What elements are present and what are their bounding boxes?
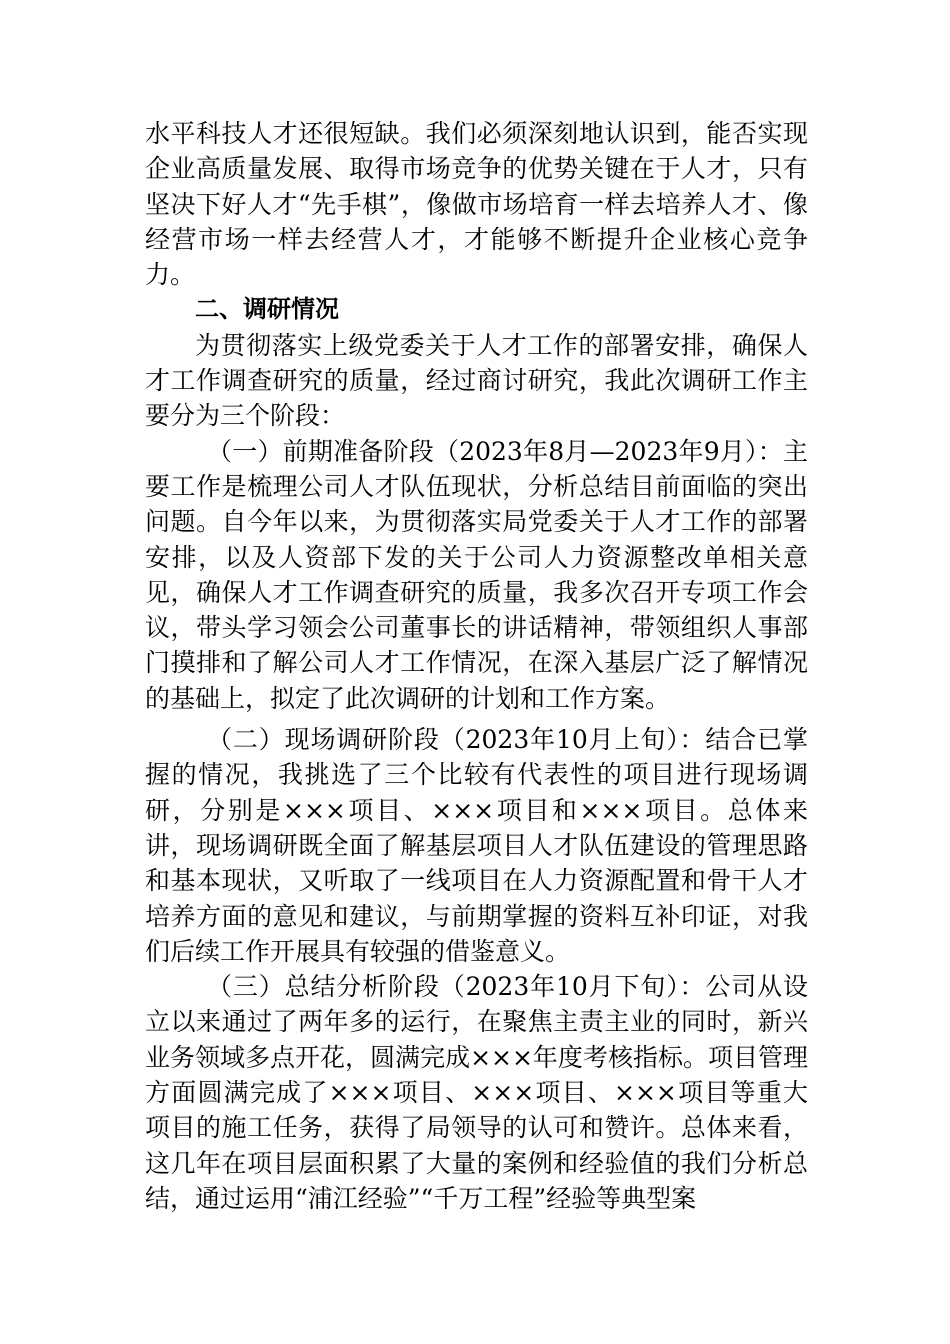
paragraph-stage-preparation: （一）前期准备阶段（2023年8月—2023年9月）：主要工作是梳理公司人才队伍现状，分析总结目前面临的突出问题。自今年以来，为贯彻落实局党委关于人才工作的部署安排，以及人资部下发的关于公司人力资源整改单相关意见，确保人才工作调查研究的质量，我多次召开专项工作会议，带头学习领会公司董事长的讲话精神，带领组织人事部门摸排和了解公司人才工作情况，在深入基层广泛了解情况的基础上，拟定了此次调研的计划和工作方案。 <box>145 436 808 713</box>
document-body <box>145 116 808 1216</box>
paragraph-stage-field-research: （二）现场调研阶段（2023年10月上旬）：结合已掌握的情况，我挑选了三个比较有代表性的项目进行现场调研，分别是×××项目、×××项目和×××项目。总体来讲，现场调研既全面了解基层项目人才队伍建设的管理思路和基本现状，又听取了一线项目在人力资源配置和骨干人才培养方面的意见和建议，与前期掌握的资料互补印证，对我们后续工作开展具有较强的借鉴意义。 <box>145 725 808 966</box>
section-heading-research: 二、调研情况 <box>195 295 339 324</box>
paragraph-stage-summary: （三）总结分析阶段（2023年10月下旬）：公司从设立以来通过了两年多的运行，在聚焦主责主业的同时，新兴业务领域多点开花，圆满完成×××年度考核指标。项目管理方面圆满完成了×××项目、×××项目、×××项目等重大项目的施工任务，获得了局领导的认可和赞许。总体来看，这几年在项目层面积累了大量的案例和经验值的我们分析总结，通过运用“浦江经验”“千万工程”经验等典型案 <box>145 972 808 1213</box>
paragraph-research-intro: 为贯彻落实上级党委关于人才工作的部署安排，确保人才工作调查研究的质量，经过商讨研究，我此次调研工作主要分为三个阶段： <box>145 330 808 431</box>
paragraph-talent-shortage: 水平科技人才还很短缺。我们必须深刻地认识到，能否实现企业高质量发展、取得市场竞争的优势关键在于人才，只有坚决下好人才“先手棋”，像做市场培育一样去培养人才、像经营市场一样去经营人才，才能够不断提升企业核心竞争力。 <box>145 119 808 290</box>
